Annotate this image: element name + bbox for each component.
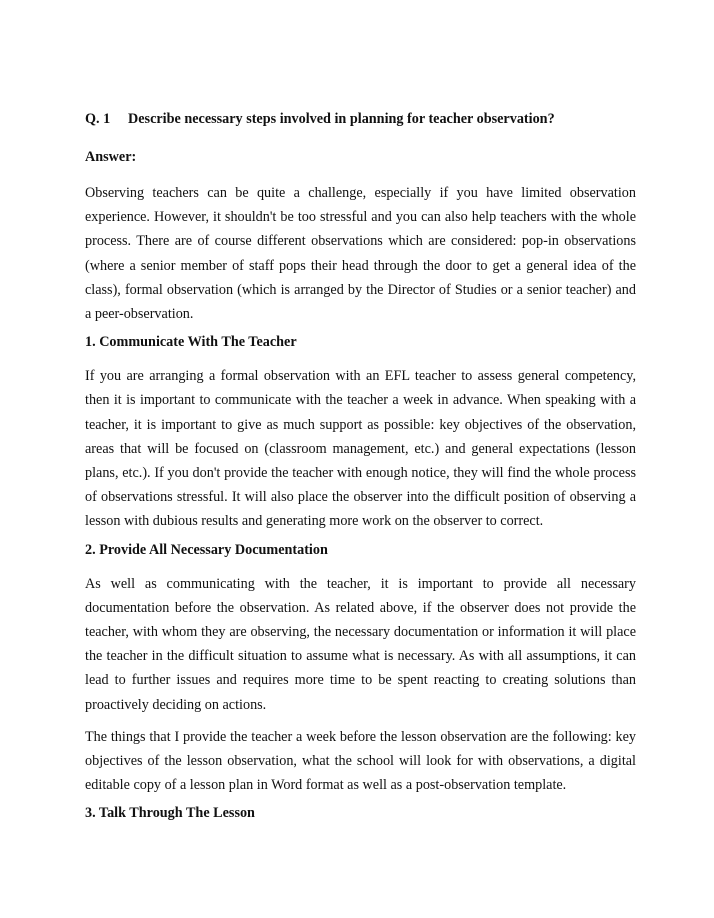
section-paragraph: The things that I provide the teacher a week before the lesson observation are the following: key objectives of the lesson observation, what the school will look for with observations, a digital editable copy of a lesson plan in Word format as well as a post-observation template. bbox=[85, 728, 636, 794]
section-paragraph: As well as communicating with the teacher, it is important to provide all necessary documentation before the observation. As related above, if the observer does not provide the teacher, with whom they are observing, the necessary documentation or information it will place the teacher in the difficult situation to assume what is necessary. As with all assumptions, it can lead to further issues and requires more time to be spent reacting to creating solutions than proactively deciding on actions. bbox=[85, 575, 636, 713]
document-page bbox=[85, 111, 636, 835]
question-text: Describe necessary steps involved in planning for teacher observation? bbox=[128, 111, 555, 127]
intro-paragraph: Observing teachers can be quite a challenge, especially if you have limited observation experience. However, it shouldn't be too stressful and you can also help teachers with the whole process. There are of course different observations which are considered: pop-in observations (where a senior member of staff pops their head through the door to get a general idea of the class), formal observation (which is arranged by the Director of Studies or a senior teacher) and a peer-observation. bbox=[85, 185, 636, 323]
section-heading-talk-through: 3. Talk Through The Lesson bbox=[85, 805, 255, 822]
question bbox=[85, 111, 636, 128]
section-paragraph: If you are arranging a formal observation with an EFL teacher to assess general competency, then it is important to communicate with the teacher a week in advance. When speaking with a teacher, it is important to give as much support as possible: key objectives of the observation, areas that will be focused on (classroom management, etc.) and general expectations (lesson plans, etc.). If you don't provide the teacher with enough notice, they will find the whole process of observations stressful. It will also place the observer into the difficult position of observing a lesson with dubious results and generating more work on the observer to correct. bbox=[85, 368, 636, 530]
answer-label: Answer: bbox=[85, 149, 137, 165]
section-heading-communicate: 1. Communicate With The Teacher bbox=[85, 334, 297, 351]
section-heading-documentation: 2. Provide All Necessary Documentation bbox=[85, 541, 328, 558]
question-number: Q. 1 bbox=[85, 111, 111, 127]
